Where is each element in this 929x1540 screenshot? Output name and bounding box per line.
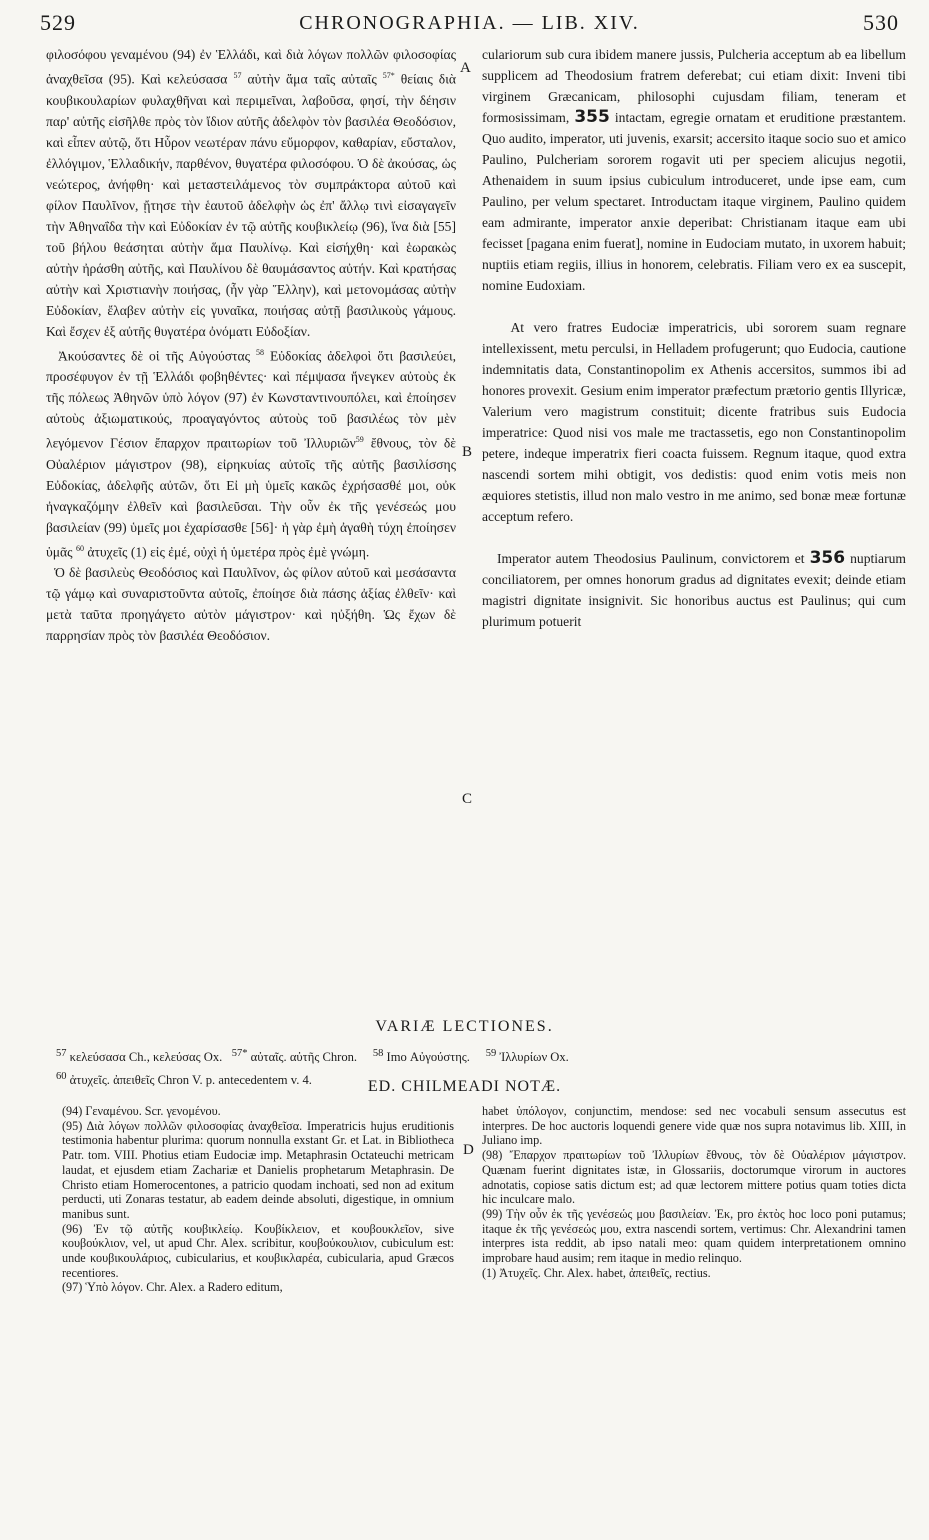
variae-lectiones: $^{57}$ κελεύσασα Ch., κελεύσας Ox. $^{57*}$ αὐταῖς. αὐτῆς Chron. $^{58}$ Imo Αὐγούστης. $^{59}$ Ἰλλυρίων Ox. $^{60}$ ἀτυχεῖς. ἀπειθεῖς Chron V. p. antecedentem v. 4. xyxy=(56,1048,569,1088)
notes-left-column xyxy=(62,1104,454,1295)
latin-paragraph-3: Imperator autem Theodosius Paulinum, convictorem et 356 nuptiarum conciliatorem, per omnes honorum gradus ad dignitates evexit; deinde etiam magistri dignitate insignivit. Sic honoribus auctus est Paulinus; qui cum plurimum potuerit xyxy=(482,548,906,629)
greek-paragraph-2: Ἀκούσαντες δὲ οἱ τῆς Αὐγούστας $^{58}$ Εὐδοκίας ἀδελφοὶ ὅτι βασιλεύει, προσέφυγον ἐν τῇ Ἑλλάδι φοβηθέντες· καὶ πέμψασα ἤνεγκεν αὐτοὺς ἐκ τῆς πόλεως Ἀθηνῶν ὑπὸ λόγον (97) ἐν Κωνσταντινουπόλει, καὶ ἐποίησεν αὐτοὺς ἀξιωματικούς, προαγαγόντος αὐτοὺς τοῦ βασιλέως τὸν μὲν λεγόμενον Γέσιον ἔπαρχον πραιτωρίων τοῦ Ἰλλυριῶν$^{59}$ ἔθνους, τὸν δὲ Οὐαλέριον μάγιστρον (98), εἰρηκυίας αὐτοῖς τῆς αὐτῆς βασιλίσσης Εὐδοκίας, ἀδελφῆς αὐτῶν, ὅτι Εἰ μὴ ὑμεῖς κακῶς ἐχρήσασθέ μοι, οὐκ ἠναγκαζόμην ἐλθεῖν καὶ βασιλεῦσαι. Τὴν οὖν ἐκ τῆς γενέσεώς μου βασιλείαν (99) ὑμεῖς μοι ἐχαρίσασθε [56]· ἡ γὰρ ἐμὴ ἀγαθὴ τύχη ἐποίησεν ὑμᾶς $^{60}$ ἀτυχεῖς (1) εἰς ἐμέ, οὐχὶ ἡ ὑμετέρα πρὸς ἐμὲ γνώμη. xyxy=(46,347,457,560)
note: (96) Ἐν τῷ αὐτῆς κουβικλείῳ. Κουβίκλειον, et κουβουκλεῖον, sive κουβούκλιον, vel, ut apud Chr. Alex. scribitur, κουβούκουλιον, cubiculum est: unde κουβικουλάριος, cubicularius, et κουβικλαρέα, cubicularia, apud Græcos recentiores. xyxy=(62,1221,454,1280)
greek-paragraph-3: Ὁ δὲ βασιλεὺς Θεοδόσιος καὶ Παυλῖνον, ὡς φίλον αὐτοῦ καὶ μεσάσαντα τῷ γάμῳ καὶ συναριστοῦντα αὐτοῖς, ἐποίησε διὰ πάσης ἀξίας ἐλθεῖν· καὶ μετὰ ταῦτα προηγάγετο αὐτὸν μάγιστρον· καὶ ηὐξήθη. Ὡς ἔχων δὲ παρρησίαν πρὸς τὸν βασιλέα Θεοδόσιον. xyxy=(46,565,456,644)
latin-column xyxy=(482,44,906,632)
note: (97) Ὑπὸ λόγον. Chr. Alex. a Radero editum, xyxy=(62,1280,283,1295)
greek-paragraph-1: φιλοσόφου γεναμένου (94) ἐν Ἑλλάδι, καὶ διὰ λόγων πολλῶν φιλοσοφίας ἀναχθεῖσα (95). Καὶ κελεύσασα $^{57}$ αὐτὴν ἅμα ταῖς αὐταῖς $^{57*}$ θείαις διὰ κουβικουλαρίων φυλαχθῆναι καὶ περιμεῖναι, λαβοῦσα, φησί, τὴν δέησιν παρ' αὐτῆς εἰσῆλθε πρὸς τὸν ἴδιον αὐτῆς ἀδελφὸν τὸν βασιλέα Θεοδόσιον, καὶ εἶπεν αὐτῷ, ὅτι Ηὗρον νεωτέραν πάνυ εὔμορφον, καθαρίαν, εὔσταλον, ἐλλόγιμον, Ἑλλαδικήν, παρθένον, θυγατέρα φιλοσόφου. Ὁ δὲ ἀκούσας, ὡς νεώτερος, ἀνήφθη· καὶ μεταστειλάμενος τὸν συμπράκτορα αὐτοῦ καὶ φίλον Παυλῖνον, ᾔτησε τὴν ἑαυτοῦ ἀδελφὴν ὡς ἐπ' ἄλλῳ τινὶ εἰσαγαγεῖν τὴν Ἀθηναΐδα τὴν καὶ Εὐδοκίαν ἐν τῷ αὐτῆς κουβικλείῳ (96), ἵνα διὰ [55] τοῦ βήλου θεάσηται αὐτὴν ἅμα Παυλίνῳ. Καὶ εἰσήχθη· καὶ ἑωρακὼς αὐτὴν ἠράσθη αὐτῆς, καὶ Παυλίνου δὲ θαυμάσαντος αὐτήν. Καὶ κρατήσας αὐτὴν καὶ Χριστιανὴν ποιήσας, (ἦν γὰρ Ἕλλην), καὶ μετονομάσας αὐτὴν Εὐδοκίαν, ἔλαβεν αὐτὴν εἰς γυναῖκα, ποιήσας αὐτῇ βασιλικοὺς γάμους. Καὶ ἔσχεν ἐξ αὐτῆς θυγατέρα ὀνόματι Εὐδοξίαν. xyxy=(46,47,456,339)
note: (95) Διὰ λόγων πολλῶν φιλοσοφίας ἀναχθεῖσα. Imperatricis hujus eruditionis testimonia habentur plurima: quorum nonnulla exstant Gr. et Lat. in Bibliotheca Patr. tom. VIII. Photius etiam Eudociæ imp. Metaphrasin Octateuchi metricam laudat, et ejusdem etiam Zachariæ et Danielis prophetarum Metaphrasin. De Christo etiam Homerocentones, a patricio quodam inchoati, sed non ad exitum perducti, uti Zonaras testatur, ab eadem deinde absoluti, digestique, in omnium manibus sunt. xyxy=(62,1118,454,1221)
footnote-ref: 60 xyxy=(75,543,84,553)
right-page-number: 530 xyxy=(863,10,899,35)
greek-column xyxy=(46,44,456,646)
note: (98) Ἔπαρχον πραιτωρίων τοῦ Ἰλλυρίων ἔθνους, τὸν δὲ Οὐαλέριον μάγιστρον. Quænam fuerint dignitates istæ, in Glossariis, doctorumque virorum in auctores adnotatis, copiose satis dictum est; ad quæ lectorem mittere potius quam toties dicta hic inculcare malo. xyxy=(482,1148,906,1207)
latin-paragraph-2: At vero fratres Eudociæ imperatricis, ubi sororem suam regnare intellexissent, metu perculsi, in Helladem profugerunt; quo Eudocia, cautione indemnitatis data, Constantinopolim ex Athenis accersitos, summos ibi ad honores provexit. Gesium enim imperator præfectum prætorio gentis Illyricæ, Valerium vero magistrum constituit; dicente fratribus suis Eudocia imperatrice: Quod nisi vos male me tractassetis, ego non Constantinopolim petere, indeque imperatrix fieri coacta fuissem. Regnum itaque, quod extra nascendi sortem mihi obtigit, vos dedistis: quod enim votis meis non æquiores stetistis, illud non malo vestro in me animo, sed bonæ meæ fortunæ acceptum refero. xyxy=(482,320,907,524)
page-marker: 355 xyxy=(574,107,610,127)
left-page-number: 529 xyxy=(40,10,76,35)
running-header xyxy=(40,10,899,40)
notes-right-column xyxy=(482,1104,906,1280)
note: (94) Γεναμένου. Scr. γενομένου. xyxy=(62,1104,221,1118)
footnote-ref: 59 xyxy=(355,435,364,445)
note: (99) Τὴν οὖν ἐκ τῆς γενέσεώς μου βασιλείαν. Ἐκ, pro ἐκτὸς hoc loco poni putamus; itaque ἐκ τῆς γενέσεώς μου, extra nascendi sortem, vertimus: Chr. Alexandrini tamen interpres ista reddit, ab ipso natali meo: quam quidem interpretationem omnino improbare haud ausim; rem itaque in medio relinquo. xyxy=(482,1206,906,1266)
note: (1) Ἀτυχεῖς. Chr. Alex. habet, ἀπειθεῖς, rectius. xyxy=(482,1265,711,1280)
latin-paragraph-1: culariorum sub cura ibidem manere jussis, Pulcheria acceptum ab ea libellum supplicem ad Theodosium fratrem deferebat; cui etiam dixit: Inveni tibi virginem Græcanicam, philosophi cujusdam filiam, teneram et formosissimam, 355 intactam, egregie ornatam et eruditione præstantem. Quo audito, imperator, uti juvenis, exarsit; accersito itaque socio suo et amico Paulino, Pulcheriam sororem rogavit uti per speciem alicujus negotii, Athenaidem in suum ipsius cubiculum introduceret, unde ipse eam, cum Paulino, per velum spectaret. Introductam itaque virginem, Paulino quidem eam admirante, imperator anxie deperibat: Christianam itaque eam ubi fecisset [pagana enim fuerat], nomine in Eudociam mutato, in uxorem habuit; nuptiis etiam regiis, illius in honorem, celebratis. Filiam vero ex ea suscepit, nomine Eudoxiam. xyxy=(482,47,906,293)
note: habet ὑπόλογον, conjunctim, mendose: sed nec vocabuli sensum assecutus est interpres. De hoc auctoris loquendi genere vide quæ nos supra notavimus lib. XIII, in Juliano imp. xyxy=(482,1104,906,1148)
page-marker: 356 xyxy=(809,548,846,568)
notes-title: ED. CHILMEADI NOTÆ. xyxy=(367,1078,562,1095)
variae-lectiones-title: VARIÆ LECTIONES. xyxy=(375,1018,554,1035)
margin-letter-c: C xyxy=(462,791,473,807)
footnote-ref: 57* xyxy=(382,71,395,80)
margin-letter-d: D xyxy=(463,1142,474,1158)
footnote-ref: 58 xyxy=(256,347,265,357)
footnote-ref: 57 xyxy=(233,71,242,80)
running-title: CHRONOGRAPHIA. — LIB. XIV. xyxy=(299,12,640,34)
margin-letter-a: A xyxy=(460,60,471,76)
margin-letter-b: B xyxy=(462,444,473,460)
